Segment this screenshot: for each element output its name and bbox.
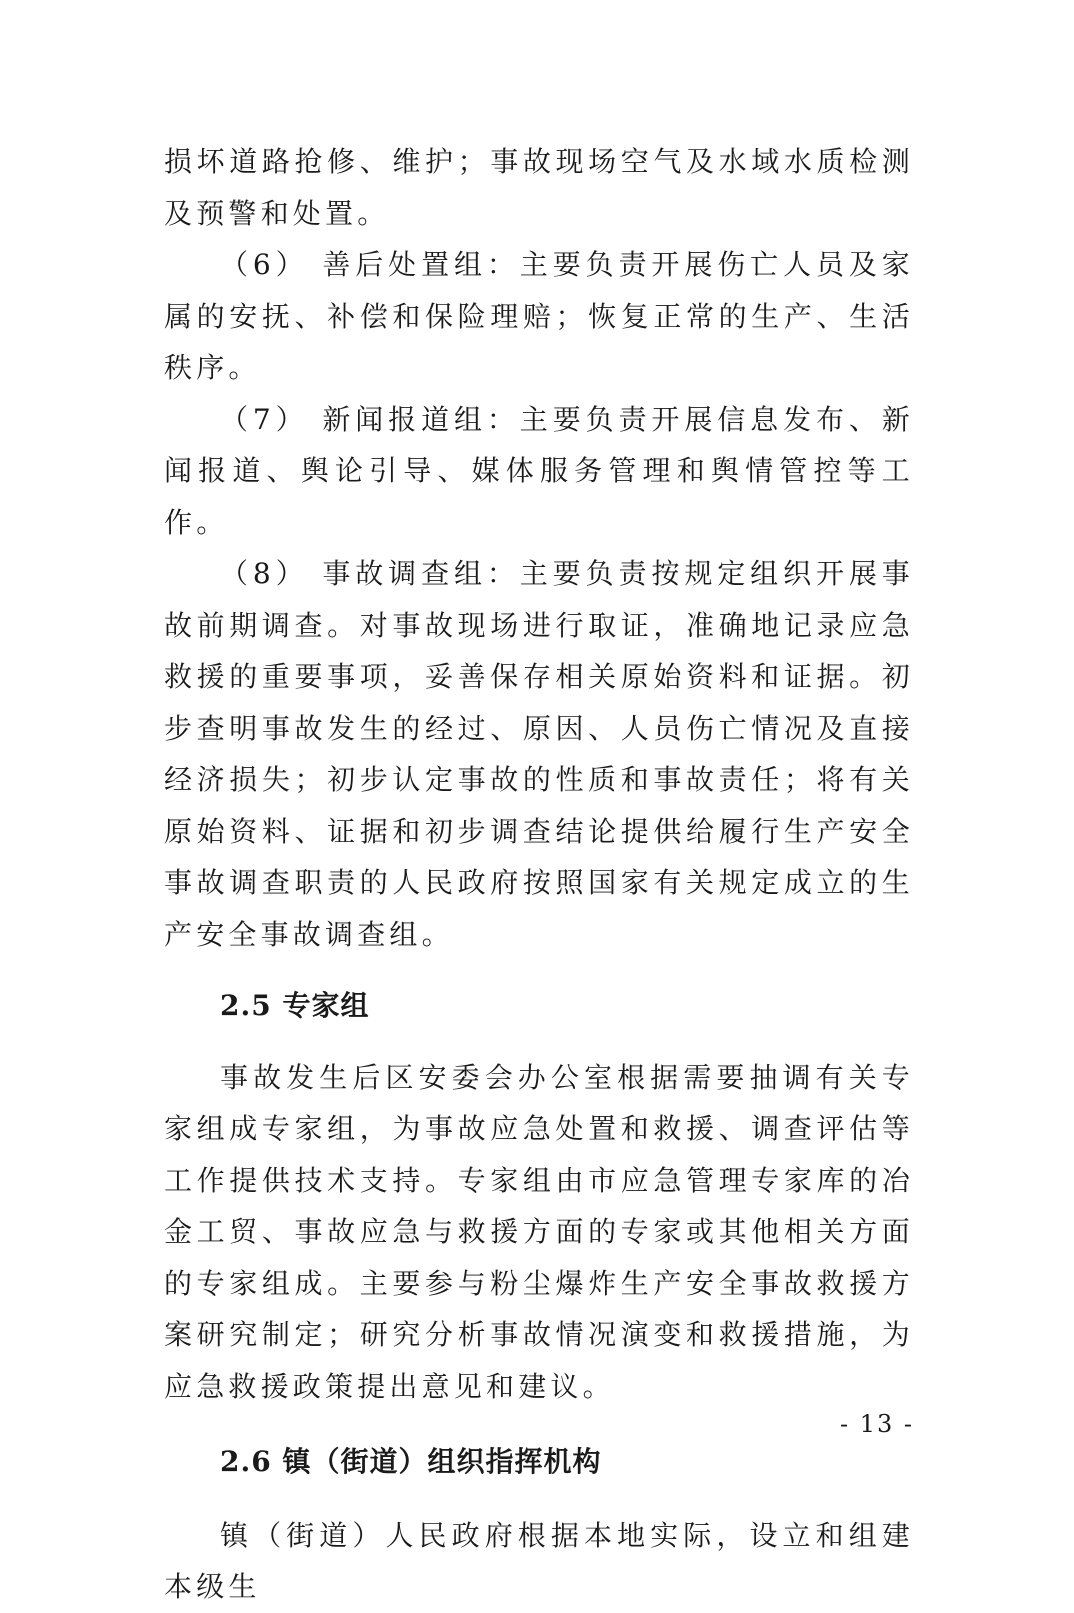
paragraph-aftermath-group: （6） 善后处置组：主要负责开展伤亡人员及家属的安抚、补偿和保险理赔；恢复正常的生产、生活秩序。	[164, 248, 914, 384]
paragraph-road-repair: 损坏道路抢修、维护；事故现场空气及水域水质检测及预警和处置。	[164, 145, 914, 230]
paragraph-news-group: （7） 新闻报道组：主要负责开展信息发布、新闻报道、舆论引导、媒体服务管理和舆情管控等工作。	[164, 402, 914, 539]
section-heading-expert-group: 2.5 专家组	[220, 989, 370, 1022]
paragraph-town-command: 镇（街道）人民政府根据本地实际，设立和组建本级生	[164, 1518, 914, 1603]
paragraph-investigation-group: （8） 事故调查组：主要负责按规定组织开展事故前期调查。对事故现场进行取证，准确地记录应急救援的重要事项，妥善保存相关原始资料和证据。初步查明事故发生的经过、原因、人员伤亡情况及直接经济损失；初步认定事故的性质和事故责任；将有关原始资料、证据和初步调查结论提供给履行生产安全事故调查职责的人民政府按照国家有关规定成立的生产安全事故调查组。	[164, 557, 914, 951]
paragraph-expert-group: 事故发生后区安委会办公室根据需要抽调有关专家组成专家组，为事故应急处置和救援、调查评估等工作提供技术支持。专家组由市应急管理专家库的冶金工贸、事故应急与救援方面的专家或其他相关方面的专家组成。主要参与粉尘爆炸生产安全事故救援方案研究制定；研究分析事故情况演变和救援措施，为应急救援政策提出意见和建议。	[164, 1060, 914, 1403]
page-number: - 13 -	[839, 1410, 914, 1438]
section-heading-town-command: 2.6 镇（街道）组织指挥机构	[220, 1445, 602, 1478]
document-body	[164, 136, 914, 1613]
